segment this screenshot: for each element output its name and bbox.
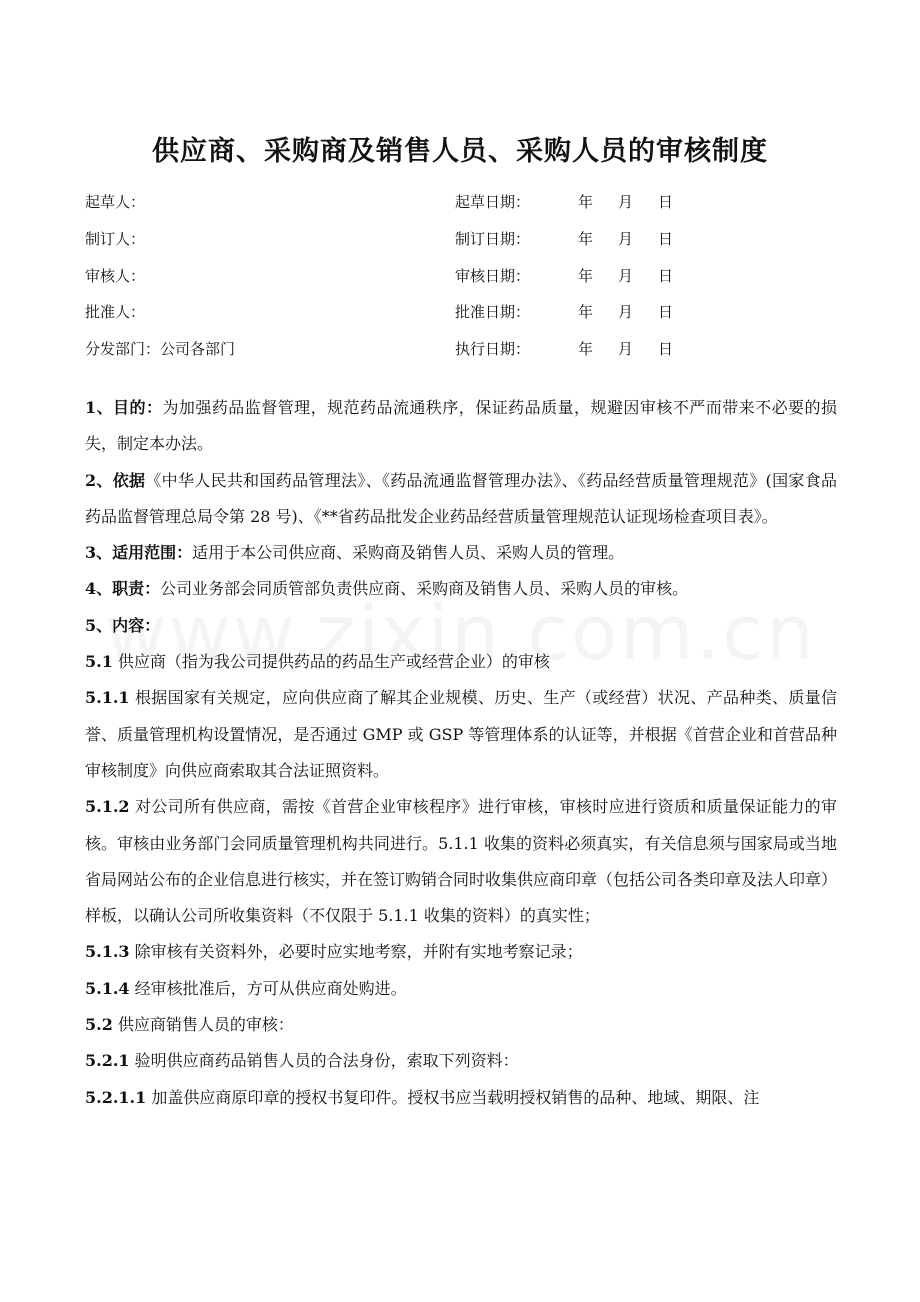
meta-label: 审核人： bbox=[85, 266, 146, 285]
meta-date-label: 批准日期： bbox=[455, 303, 531, 322]
day-label: 日 bbox=[657, 229, 673, 248]
meta-label: 制订人： bbox=[85, 229, 146, 248]
meta-row-distribution bbox=[85, 334, 785, 371]
document-body bbox=[85, 390, 837, 1116]
clause-5-1-4 bbox=[85, 971, 837, 1007]
section-text: 《中华人民共和国药品管理法》、《药品流通监督管理办法》、《药品经营质量管理规范》(国家食品药品监督管理总局令第 28 号)、《**省药品批发企业药品经营质量管理规范认证现场检查项目表》。 bbox=[85, 470, 837, 526]
clause-5-1-3 bbox=[85, 934, 837, 970]
clause-text: 加盖供应商原印章的授权书复印件。授权书应当载明授权销售的品种、地域、期限、注 bbox=[146, 1087, 760, 1107]
meta-date-fields bbox=[578, 187, 673, 217]
meta-row-approver bbox=[85, 297, 785, 334]
month-label: 月 bbox=[617, 193, 633, 211]
clause-text: 经审核批准后，方可从供应商处购进。 bbox=[129, 978, 407, 998]
clause-5-1-1 bbox=[85, 680, 837, 789]
meta-row-reviewer bbox=[85, 261, 785, 298]
month-label: 月 bbox=[617, 266, 633, 285]
document-title: 供应商、采购商及销售人员、采购人员的审核制度 bbox=[152, 136, 768, 167]
section-text: 适用于本公司供应商、采购商及销售人员、采购人员的管理。 bbox=[192, 543, 625, 563]
meta-date-label: 执行日期： bbox=[455, 340, 531, 359]
meta-date-label: 制订日期： bbox=[455, 229, 531, 248]
section-label: 2、依据 bbox=[85, 470, 146, 490]
day-label: 日 bbox=[657, 266, 673, 285]
meta-date-label: 起草日期： bbox=[455, 193, 531, 211]
meta-row-maker bbox=[85, 224, 785, 261]
day-label: 日 bbox=[657, 303, 673, 322]
clause-text: 根据国家有关规定，应向供应商了解其企业规模、历史、生产（或经营）状况、产品种类、质量信誉、质量管理机构设置情况，是否通过 GMP 或 GSP 等管理体系的认证等，并根据《首营企业和首营品种审核制度》向供应商索取其合法证照资料。 bbox=[85, 688, 837, 780]
section-label: 3、适用范围： bbox=[85, 543, 193, 563]
clause-text: 供应商（指为我公司提供药品的药品生产或经营企业）的审核 bbox=[112, 652, 550, 672]
meta-label: 起草人： bbox=[85, 193, 146, 211]
clause-number: 5.1 bbox=[85, 652, 113, 672]
clause-5-2-1 bbox=[85, 1043, 837, 1079]
day-label: 日 bbox=[657, 340, 673, 359]
clause-text: 对公司所有供应商，需按《首营企业审核程序》进行审核，审核时应进行资质和质量保证能力的审核。审核由业务部门会同质量管理机构共同进行。5.1.1 收集的资料必须真实，有关信息须与国家局或当地省局网站公布的企业信息进行核实，并在签订购销合同时收集供应商印章（包括公司各类印章及法人印章）样板，以确认公司所收集资料（不仅限于 5.1.1 收集的资料）的真实性； bbox=[85, 797, 838, 926]
meta-date-fields bbox=[578, 224, 673, 254]
month-label: 月 bbox=[617, 340, 633, 359]
meta-block bbox=[85, 187, 785, 371]
year-label: 年 bbox=[578, 303, 594, 322]
clause-text: 供应商销售人员的审核： bbox=[112, 1015, 294, 1035]
meta-date-fields bbox=[578, 334, 673, 364]
clause-number: 5.1.1 bbox=[85, 688, 130, 708]
clause-number: 5.2.1.1 bbox=[85, 1087, 147, 1107]
section-label: 4、职责： bbox=[85, 579, 161, 599]
section-scope bbox=[85, 535, 837, 571]
meta-label: 分发部门：公司各部门 bbox=[85, 340, 236, 359]
meta-date-fields bbox=[578, 297, 673, 327]
section-content bbox=[85, 608, 837, 644]
meta-label: 批准人： bbox=[85, 303, 146, 322]
section-label: 1、目的： bbox=[85, 398, 163, 417]
section-purpose bbox=[85, 390, 837, 463]
month-label: 月 bbox=[617, 229, 633, 248]
clause-5-2-1-1 bbox=[85, 1080, 837, 1116]
clause-5-1-2 bbox=[85, 789, 837, 934]
clause-5-1 bbox=[85, 644, 837, 680]
clause-5-2 bbox=[85, 1007, 837, 1043]
meta-row-drafter bbox=[85, 187, 785, 224]
month-label: 月 bbox=[617, 303, 633, 322]
meta-date-label: 审核日期： bbox=[455, 266, 531, 285]
clause-number: 5.1.3 bbox=[85, 942, 130, 962]
year-label: 年 bbox=[578, 340, 594, 359]
section-basis bbox=[85, 463, 837, 536]
clause-text: 除审核有关资料外，必要时应实地考察，并附有实地考察记录； bbox=[129, 942, 583, 962]
year-label: 年 bbox=[578, 266, 594, 285]
clause-number: 5.1.2 bbox=[85, 797, 130, 817]
year-label: 年 bbox=[578, 193, 594, 211]
clause-text: 验明供应商药品销售人员的合法身份，索取下列资料： bbox=[129, 1051, 519, 1071]
section-responsibility bbox=[85, 571, 837, 607]
day-label: 日 bbox=[657, 193, 673, 211]
section-text: 为加强药品监督管理，规范药品流通秩序，保证药品质量，规避因审核不严而带来不必要的损失，制定本办法。 bbox=[85, 398, 837, 454]
clause-number: 5.1.4 bbox=[85, 978, 130, 998]
section-text: 公司业务部会同质管部负责供应商、采购商及销售人员、采购人员的审核。 bbox=[160, 579, 689, 599]
clause-number: 5.2.1 bbox=[85, 1051, 130, 1071]
meta-date-fields bbox=[578, 261, 673, 291]
year-label: 年 bbox=[578, 229, 594, 248]
clause-number: 5.2 bbox=[85, 1015, 113, 1035]
section-label: 5、内容： bbox=[85, 615, 161, 635]
